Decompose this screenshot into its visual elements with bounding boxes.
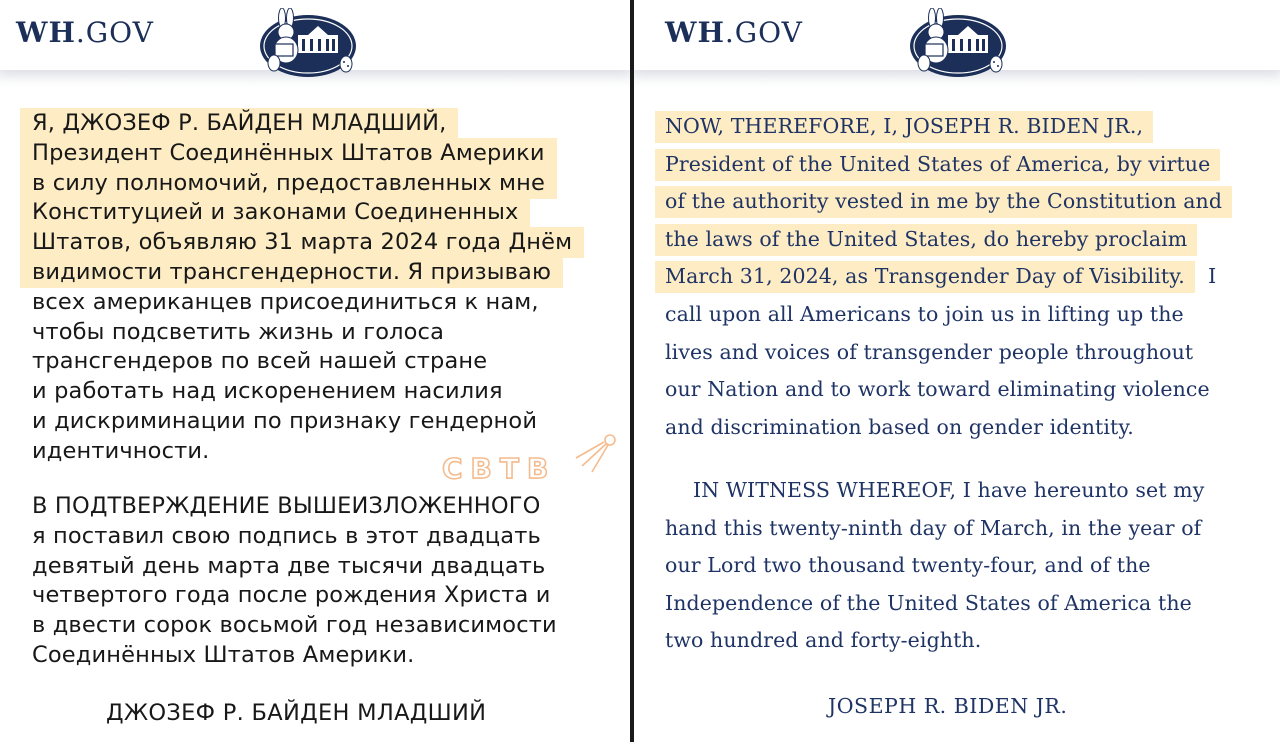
- text-line: я поставил свою подпись в этот двадцать: [32, 522, 541, 549]
- russian-panel: [0, 0, 630, 742]
- satellite-icon: [442, 432, 622, 488]
- watermark: [442, 432, 622, 488]
- white-house-easter-seal-icon: [908, 8, 1008, 78]
- proclamation-paragraph-1: [665, 108, 1265, 446]
- english-panel: [634, 0, 1280, 742]
- highlighted-line: Конституцией и законами Соединенных: [20, 197, 530, 228]
- proclamation-paragraph-2: [665, 472, 1265, 660]
- wh-gov-logo[interactable]: WH.GOV: [16, 16, 154, 49]
- text-line: call upon all Americans to join us in lifting up the: [665, 301, 1184, 326]
- wh-gov-logo[interactable]: WH.GOV: [665, 16, 803, 49]
- site-header: [634, 0, 1280, 70]
- text-line: our Lord two thousand twenty-four, and of the: [665, 553, 1151, 578]
- proclamation-paragraph-1: [32, 109, 630, 467]
- highlighted-line: Я, ДЖОЗЕФ Р. БАЙДЕН МЛАДШИЙ,: [20, 108, 458, 139]
- highlighted-line: NOW, THEREFORE, I, JOSEPH R. BIDEN JR.,: [655, 111, 1153, 143]
- text-line: hand this twenty-ninth day of March, in the year of: [665, 515, 1202, 540]
- text-line: В ПОДТВЕРЖДЕНИЕ ВЫШЕИЗЛОЖЕННОГО: [32, 493, 541, 519]
- highlighted-line: March 31, 2024, as Transgender Day of Visibility.: [655, 261, 1195, 293]
- watermark-text: СВТВ: [442, 452, 557, 485]
- text-line: трансгендеров по всей нашей стране: [32, 348, 488, 375]
- text-line: и работать над искоренением насилия: [32, 378, 503, 405]
- text-line: Соединённых Штатов Америки.: [32, 641, 415, 668]
- signature: ДЖОЗЕФ Р. БАЙДЕН МЛАДШИЙ: [106, 700, 487, 726]
- highlighted-line: the laws of the United States, do hereby proclaim: [655, 224, 1197, 256]
- highlighted-line: Штатов, объявляю 31 марта 2024 года Днём: [20, 227, 584, 258]
- highlighted-line: Президент Соединённых Штатов Америки: [20, 138, 557, 169]
- text-line: Independence of the United States of America the: [665, 590, 1192, 615]
- text-line: IN WITNESS WHEREOF, I have hereunto set my: [693, 478, 1205, 502]
- text-line: и дискриминации по признаку гендерной: [32, 407, 538, 434]
- text-line: and discrimination based on gender identity.: [665, 414, 1134, 439]
- text-fragment: I: [1208, 264, 1217, 289]
- text-line: чтобы подсветить жизнь и голоса: [32, 318, 445, 345]
- highlighted-line: видимости трансгендерности. Я призываю: [20, 257, 563, 288]
- signature: JOSEPH R. BIDEN JR.: [828, 694, 1068, 718]
- highlighted-line: в силу полномочий, предоставленных мне: [20, 168, 557, 199]
- site-header: [0, 0, 630, 70]
- text-line: четвертого года после рождения Христа и: [32, 582, 551, 609]
- text-line: two hundred and forty-eighth.: [665, 628, 982, 653]
- highlighted-line: of the authority vested in me by the Constitution and: [655, 186, 1232, 218]
- text-line: девятый день марта две тысячи двадцать: [32, 552, 546, 579]
- proclamation-paragraph-2: [32, 492, 630, 671]
- text-line: всех американцев присоединиться к нам,: [32, 288, 539, 315]
- text-line: lives and voices of transgender people throughout: [665, 339, 1194, 364]
- highlighted-line: President of the United States of America, by virtue: [655, 149, 1220, 181]
- text-line: our Nation and to work toward eliminating violence: [665, 377, 1210, 402]
- white-house-easter-seal-icon: [258, 8, 358, 78]
- text-line: в двести сорок восьмой год независимости: [32, 612, 557, 639]
- text-line: идентичности.: [32, 437, 210, 464]
